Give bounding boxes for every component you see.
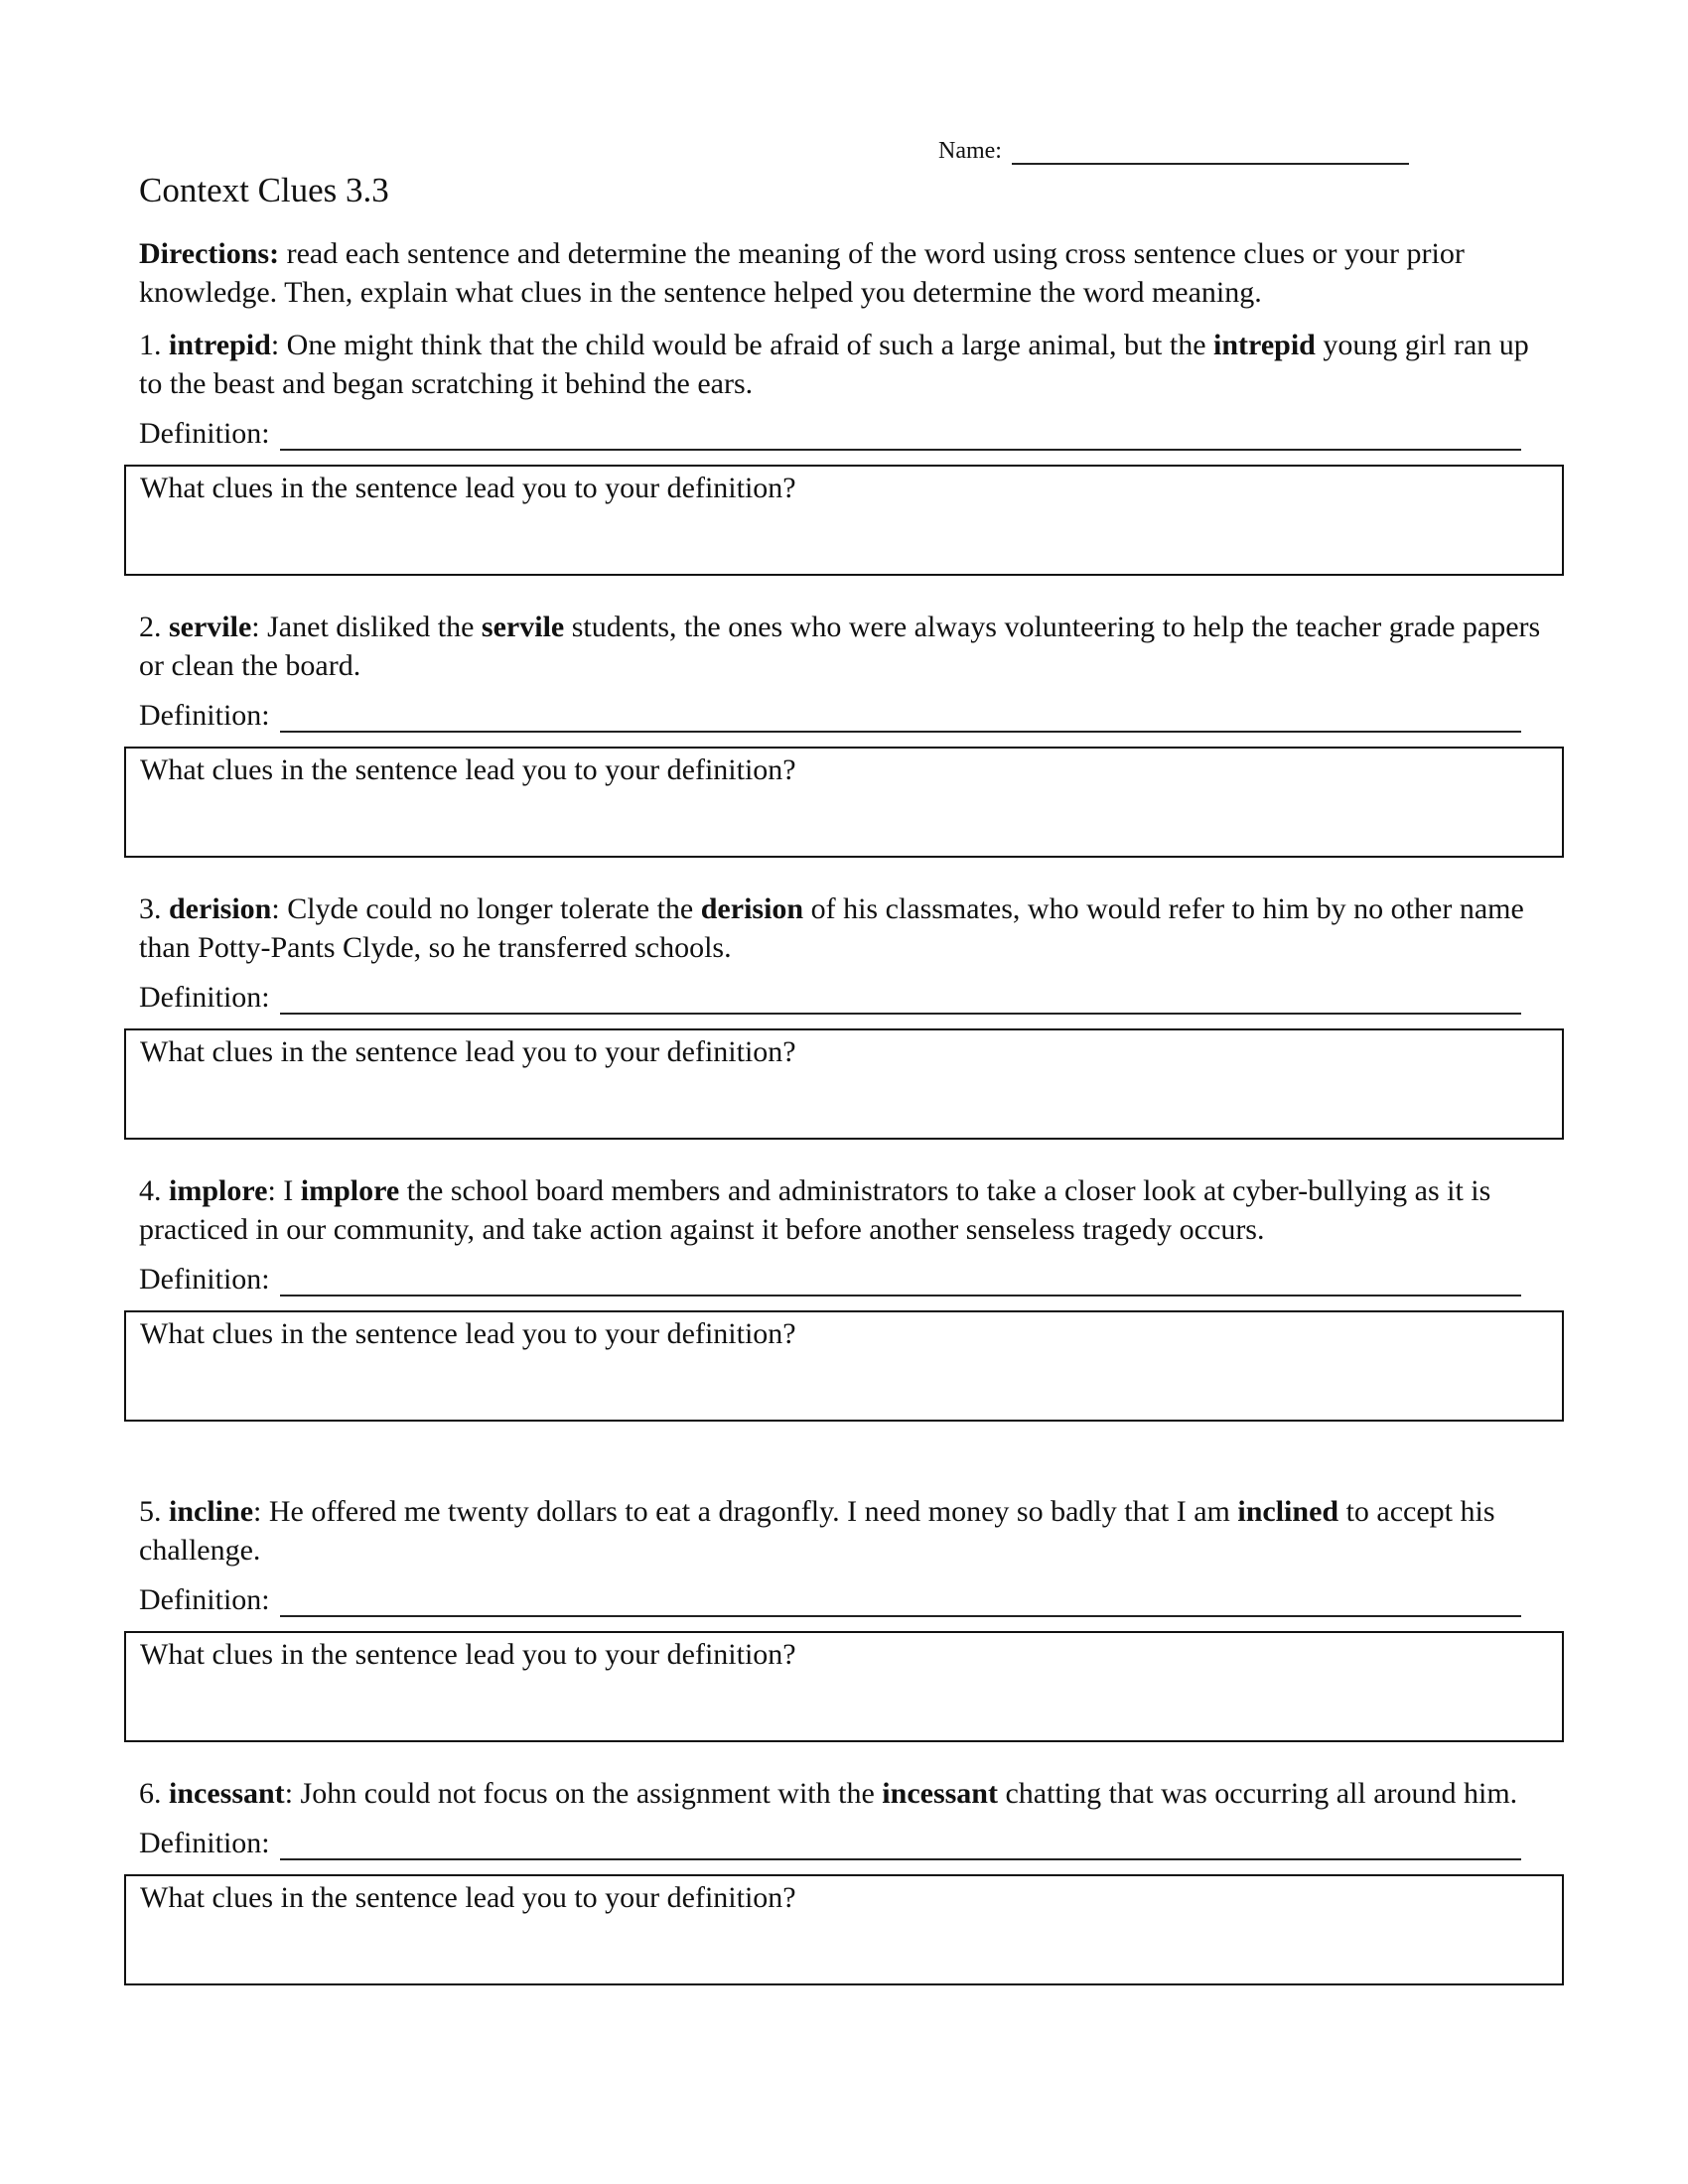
definition-row — [139, 1583, 1574, 1617]
definition-answer-line[interactable] — [280, 701, 1521, 733]
directions-label: Directions: — [139, 237, 280, 270]
definition-row — [139, 699, 1574, 733]
vocab-word-in-sentence: incessant — [882, 1777, 998, 1810]
vocab-word-in-sentence: servile — [481, 611, 565, 643]
clues-prompt: What clues in the sentence lead you to your definition? — [140, 1638, 796, 1671]
definition-answer-line[interactable] — [280, 1265, 1521, 1297]
vocab-word: intrepid — [169, 329, 271, 361]
question-sentence: 3. derision: Clyde could no longer tolerate the derision of his classmates, who would refer to him by no other name than Potty-Pants Clyde, so he transferred schools. — [139, 892, 1524, 964]
clues-answer-box[interactable] — [124, 1631, 1564, 1742]
vocab-word-in-sentence: intrepid — [1213, 329, 1316, 361]
question-number: 6. — [139, 1777, 162, 1810]
question-number: 1. — [139, 329, 162, 361]
clues-answer-box[interactable] — [124, 747, 1564, 858]
definition-answer-line[interactable] — [280, 1829, 1521, 1860]
definition-row — [139, 417, 1574, 451]
question-6 — [124, 1774, 1574, 1985]
vocab-word: servile — [169, 611, 252, 643]
question-sentence: 1. intrepid: One might think that the child would be afraid of such a large animal, but the intrepid young girl ran up to the beast and began scratching it behind the ears. — [139, 329, 1529, 400]
clues-answer-box[interactable] — [124, 465, 1564, 576]
definition-answer-line[interactable] — [280, 419, 1521, 451]
clues-answer-box[interactable] — [124, 1874, 1564, 1985]
clues-prompt: What clues in the sentence lead you to your definition? — [140, 1317, 796, 1350]
question-2 — [124, 608, 1574, 858]
question-number: 4. — [139, 1174, 162, 1207]
vocab-word: derision — [169, 892, 272, 925]
definition-row — [139, 981, 1574, 1015]
definition-label: Definition: — [139, 417, 270, 450]
question-5 — [124, 1492, 1574, 1742]
definition-row — [139, 1263, 1574, 1297]
question-sentence: 6. incessant: John could not focus on the assignment with the incessant chatting that was occurring all around him. — [139, 1777, 1518, 1810]
clues-prompt: What clues in the sentence lead you to your definition? — [140, 1881, 796, 1914]
question-3 — [124, 889, 1574, 1140]
definition-label: Definition: — [139, 1583, 270, 1616]
clues-answer-box[interactable] — [124, 1028, 1564, 1140]
definition-label: Definition: — [139, 1263, 270, 1296]
clues-prompt: What clues in the sentence lead you to your definition? — [140, 472, 796, 504]
clues-prompt: What clues in the sentence lead you to your definition? — [140, 753, 796, 786]
vocab-word-in-sentence: implore — [300, 1174, 400, 1207]
question-4 — [124, 1171, 1574, 1422]
definition-label: Definition: — [139, 699, 270, 732]
definition-label: Definition: — [139, 981, 270, 1014]
question-sentence: 2. servile: Janet disliked the servile students, the ones who were always volunteering to help the teacher grade papers or clean the board. — [139, 611, 1541, 682]
page-title: Context Clues 3.3 — [139, 171, 389, 209]
clues-answer-box[interactable] — [124, 1310, 1564, 1422]
vocab-word-in-sentence: derision — [700, 892, 804, 925]
definition-answer-line[interactable] — [280, 983, 1521, 1015]
definition-answer-line[interactable] — [280, 1585, 1521, 1617]
vocab-word: implore — [169, 1174, 268, 1207]
question-number: 3. — [139, 892, 162, 925]
question-1 — [124, 326, 1574, 576]
name-label: Name: — [938, 138, 1002, 164]
name-input-line[interactable] — [1012, 137, 1409, 165]
definition-label: Definition: — [139, 1827, 270, 1859]
question-number: 5. — [139, 1495, 162, 1528]
definition-row — [139, 1827, 1574, 1860]
vocab-word: incessant — [169, 1777, 285, 1810]
directions-text: read each sentence and determine the meaning of the word using cross sentence clues or your prior knowledge. Then, explain what clues in the sentence helped you determine the word meaning. — [139, 237, 1465, 309]
clues-prompt: What clues in the sentence lead you to your definition? — [140, 1035, 796, 1068]
directions — [139, 234, 1549, 312]
vocab-word-in-sentence: inclined — [1237, 1495, 1339, 1528]
question-number: 2. — [139, 611, 162, 643]
vocab-word: incline — [169, 1495, 254, 1528]
question-sentence: 5. incline: He offered me twenty dollars to eat a dragonfly. I need money so badly that I am inclined to accept his challenge. — [139, 1495, 1495, 1567]
name-field — [938, 137, 1409, 165]
question-sentence: 4. implore: I implore the school board members and administrators to take a closer look at cyber-bullying as it is practiced in our community, and take action against it before another senseless tragedy occurs. — [139, 1174, 1491, 1246]
